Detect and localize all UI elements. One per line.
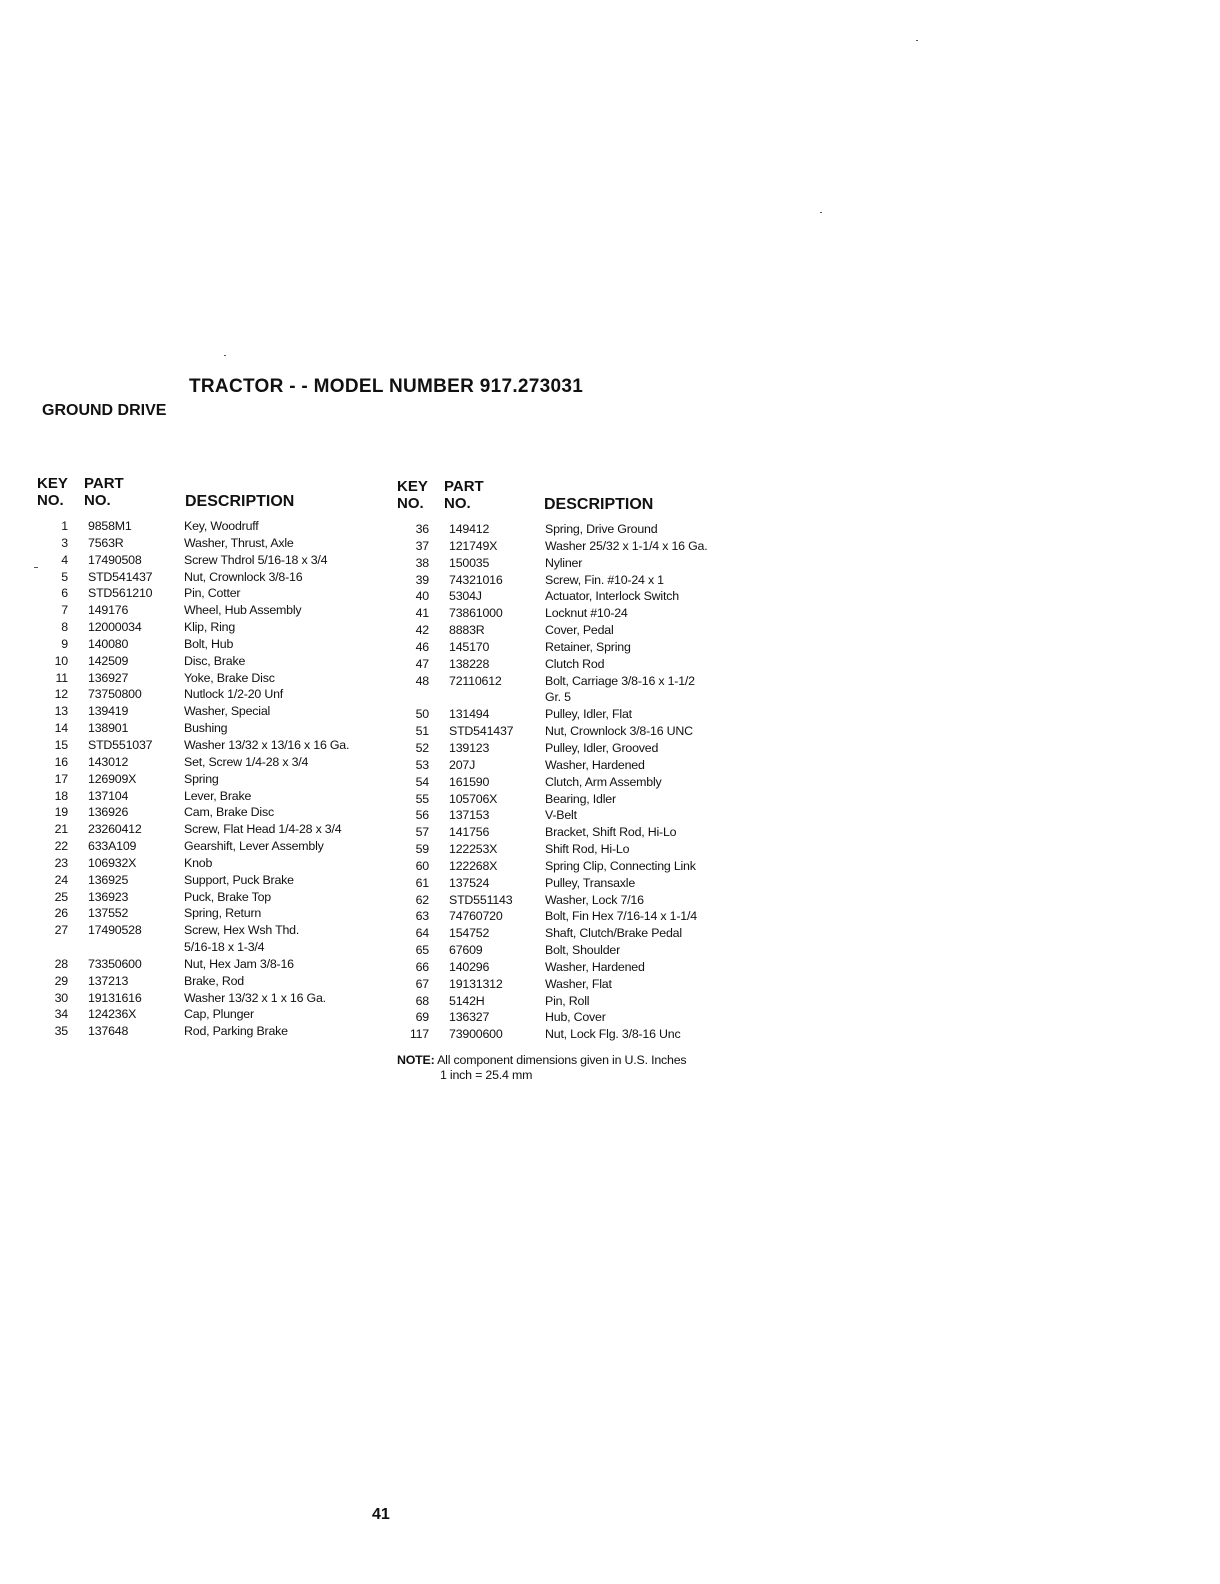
section-title: GROUND DRIVE	[42, 402, 167, 419]
key-number: 69	[415, 1010, 429, 1025]
key-number: 51	[415, 724, 429, 739]
scan-speck	[916, 40, 918, 41]
part-description-line1: Key, Woodruff	[184, 519, 259, 533]
part-description	[184, 535, 294, 552]
part-number: 138901	[88, 721, 129, 736]
part-number: 131494	[449, 707, 490, 722]
part-number: STD551037	[88, 737, 153, 752]
key-header-line1: KEY	[37, 475, 68, 492]
part-description	[545, 993, 589, 1010]
key-number: 1	[61, 519, 68, 533]
key-number: 41	[415, 606, 429, 621]
part-description-line1: Clutch, Arm Assembly	[545, 774, 662, 789]
key-number: 27	[54, 923, 68, 938]
part-number: 67609	[449, 943, 483, 958]
key-number: 39	[415, 572, 429, 587]
part-number: 126909X	[88, 771, 137, 786]
part-description-line1: Cap, Plunger	[184, 1007, 254, 1022]
part-description	[545, 976, 612, 993]
part-description	[545, 807, 577, 824]
part-description-line1: Pulley, Idler, Grooved	[545, 740, 659, 755]
part-description	[184, 788, 251, 805]
part-number: 73861000	[449, 606, 503, 621]
right-key-header	[397, 478, 428, 512]
key-number: 14	[54, 721, 68, 736]
part-number: 154752	[449, 926, 490, 941]
part-number: 137104	[88, 788, 129, 803]
key-number: 48	[415, 673, 429, 688]
key-number: 60	[415, 858, 429, 873]
key-number: 16	[54, 754, 68, 769]
part-description	[184, 1006, 254, 1023]
part-number: 122268X	[449, 858, 498, 873]
key-number: 9	[61, 636, 68, 651]
part-number: 136923	[88, 889, 129, 904]
part-number: 73750800	[88, 687, 142, 702]
part-description-line1: Cover, Pedal	[545, 623, 614, 638]
part-description-line1: Nut, Hex Jam 3/8-16	[184, 956, 294, 971]
part-description-line1: Spring, Drive Ground	[545, 522, 658, 536]
key-number: 52	[415, 740, 429, 755]
part-description	[545, 875, 635, 892]
part-number: 9858M1	[88, 519, 132, 533]
part-description-line1: Actuator, Interlock Switch	[545, 589, 679, 604]
key-number: 37	[415, 538, 429, 553]
part-number: 17490508	[88, 552, 142, 567]
part-number: 74321016	[449, 572, 503, 587]
key-number: 10	[54, 653, 68, 668]
key-number: 25	[54, 889, 68, 904]
part-number: 136927	[88, 670, 129, 685]
part-number: 12000034	[88, 620, 142, 635]
key-number: 17	[54, 771, 68, 786]
key-number: 12	[54, 687, 68, 702]
part-description-line1: Washer, Hardened	[545, 959, 645, 974]
part-number: 137524	[449, 875, 490, 890]
key-number: 29	[54, 973, 68, 988]
part-description-line1: Lever, Brake	[184, 788, 252, 803]
part-number: STD561210	[88, 586, 153, 601]
part-number: 19131616	[88, 990, 142, 1005]
part-number: 74760720	[449, 909, 503, 924]
part-description	[545, 605, 628, 622]
part-number: 124236X	[88, 1007, 137, 1022]
part-description	[184, 804, 274, 821]
part-description-line1: Nut, Crownlock 3/8-16 UNC	[545, 724, 693, 739]
part-number: STD541437	[449, 724, 514, 739]
part-number: 633A109	[88, 839, 137, 854]
part-description-line1: Wheel, Hub Assembly	[184, 603, 302, 618]
key-number: 46	[415, 639, 429, 654]
part-description	[184, 973, 244, 990]
part-description	[184, 585, 240, 602]
part-description	[184, 889, 271, 906]
part-description-line1: Support, Puck Brake	[184, 872, 294, 887]
part-number: 207J	[449, 757, 476, 772]
part-description	[184, 754, 308, 771]
page-title: TRACTOR - - MODEL NUMBER 917.273031	[189, 376, 584, 397]
key-number: 22	[54, 839, 68, 854]
key-number: 30	[54, 990, 68, 1005]
key-number: 68	[415, 993, 429, 1008]
part-description-line1: Brake, Rod	[184, 973, 244, 988]
key-number: 5	[61, 569, 68, 584]
unit-conversion: 1 inch = 25.4 mm	[440, 1068, 533, 1082]
left-description-header: DESCRIPTION	[185, 493, 295, 510]
key-header-line1: KEY	[397, 478, 428, 495]
part-number: 141756	[449, 825, 490, 840]
part-description	[184, 821, 341, 838]
part-description-line1: V-Belt	[545, 808, 577, 823]
scan-speck	[34, 567, 38, 568]
part-description-line1: Gearshift, Lever Assembly	[184, 839, 324, 854]
key-number: 64	[415, 926, 429, 941]
part-description	[545, 892, 644, 909]
key-number: 42	[415, 623, 429, 638]
part-description	[545, 841, 629, 858]
part-description-line1: Pin, Roll	[545, 993, 590, 1008]
key-header-line2: NO.	[397, 495, 424, 512]
key-header-line2: NO.	[37, 492, 64, 509]
part-number: 145170	[449, 639, 490, 654]
part-description-line1: Washer 13/32 x 1 x 16 Ga.	[184, 990, 326, 1005]
key-number: 24	[54, 872, 68, 887]
part-description-line1: Screw, Fin. #10-24 x 1	[545, 572, 664, 587]
part-description-line1: Screw, Hex Wsh Thd.	[184, 923, 300, 938]
left-key-header	[37, 475, 68, 509]
part-description-line1: Washer, Thrust, Axle	[184, 535, 294, 550]
part-description	[184, 838, 324, 855]
key-number: 61	[415, 875, 429, 890]
part-description-line1: Retainer, Spring	[545, 639, 631, 654]
part-number: 105706X	[449, 791, 498, 806]
part-number: 136926	[88, 805, 129, 820]
part-description-line1: Klip, Ring	[184, 620, 236, 635]
key-number: 117	[409, 1027, 429, 1042]
page-number: 41	[372, 1506, 390, 1523]
key-number: 18	[54, 788, 68, 803]
part-description	[184, 602, 301, 619]
part-number: 137552	[88, 906, 129, 921]
key-number: 8	[61, 620, 68, 635]
part-description-line1: Knob	[184, 855, 213, 870]
part-number: 23260412	[88, 822, 142, 837]
part-number: 5142H	[449, 993, 485, 1008]
part-description-line1: Spring, Return	[184, 906, 262, 921]
key-number: 35	[54, 1024, 68, 1039]
key-number: 11	[55, 670, 68, 685]
part-description-line1: Puck, Brake Top	[184, 889, 271, 904]
part-description-line1: Bolt, Shoulder	[545, 943, 621, 958]
key-number: 26	[54, 906, 68, 921]
part-description	[184, 771, 219, 788]
part-description-line1: Spring Clip, Connecting Link	[545, 858, 696, 873]
part-description-line1: Screw Thdrol 5/16-18 x 3/4	[184, 552, 328, 567]
note-text: All component dimensions given in U.S. Inches	[437, 1053, 687, 1067]
part-description-line1: Rod, Parking Brake	[184, 1024, 288, 1039]
part-description	[545, 824, 676, 841]
key-number: 21	[54, 822, 68, 837]
part-description	[184, 686, 283, 703]
right-part-header	[444, 478, 484, 512]
part-description-line1: Shift Rod, Hi-Lo	[545, 842, 630, 857]
left-part-header	[84, 475, 124, 509]
part-header-line2: NO.	[84, 492, 111, 509]
part-description-line1: Disc, Brake	[184, 653, 246, 668]
part-description	[545, 858, 696, 875]
part-description	[184, 636, 233, 653]
part-description-line1: Nut, Lock Flg. 3/8-16 Unc	[545, 1027, 681, 1042]
part-description-line1: Hub, Cover	[545, 1010, 606, 1025]
part-description-line1: Bolt, Carriage 3/8-16 x 1-1/2	[545, 673, 695, 688]
part-description	[184, 855, 212, 872]
part-number: STD551143	[449, 892, 513, 907]
key-number: 15	[54, 737, 68, 752]
part-description	[184, 552, 327, 569]
key-number: 57	[415, 825, 429, 840]
part-number: 136327	[449, 1010, 490, 1025]
key-number: 34	[54, 1007, 68, 1022]
part-description	[545, 723, 693, 740]
key-number: 66	[415, 959, 429, 974]
part-description-line2: 5/16-18 x 1-3/4	[184, 940, 265, 955]
part-description-line1: Bolt, Fin Hex 7/16-14 x 1-1/4	[545, 909, 697, 924]
key-number: 53	[415, 757, 429, 772]
right-description-header: DESCRIPTION	[544, 496, 654, 513]
part-number: 106932X	[88, 855, 137, 870]
note-label: NOTE:	[397, 1053, 435, 1067]
part-number: 150035	[449, 555, 490, 570]
part-description-line1: Yoke, Brake Disc	[184, 670, 275, 685]
part-description	[545, 588, 679, 605]
part-number: 137153	[449, 808, 490, 823]
part-description	[545, 774, 662, 791]
part-description	[545, 706, 632, 723]
key-number: 67	[415, 976, 429, 991]
key-number: 19	[54, 805, 68, 820]
key-number: 4	[61, 552, 68, 567]
part-number: 73350600	[88, 956, 142, 971]
part-number: 140080	[88, 636, 129, 651]
part-number: 73900600	[449, 1027, 503, 1042]
part-description	[184, 569, 302, 586]
part-description	[545, 538, 707, 555]
part-description	[545, 1009, 606, 1026]
part-number: 139419	[88, 704, 129, 719]
scan-speck	[224, 355, 226, 356]
part-header-line1: PART	[444, 478, 484, 495]
part-description-line1: Set, Screw 1/4-28 x 3/4	[184, 754, 309, 769]
key-number: 63	[415, 909, 429, 924]
key-number: 13	[54, 704, 68, 719]
key-number: 23	[54, 855, 68, 870]
key-number: 56	[415, 808, 429, 823]
part-description-line1: Bolt, Hub	[184, 636, 234, 651]
part-description-line1: Washer, Special	[184, 704, 271, 719]
part-description-line1: Washer 25/32 x 1-1/4 x 16 Ga.	[545, 538, 708, 553]
part-number: 142509	[88, 653, 129, 668]
part-description-line1: Washer, Flat	[545, 976, 612, 991]
part-description-line1: Bushing	[184, 721, 228, 736]
part-description-line1: Cam, Brake Disc	[184, 805, 274, 820]
scan-speck	[820, 212, 822, 213]
part-description	[545, 942, 620, 959]
part-number: 137648	[88, 1024, 129, 1039]
key-number: 40	[415, 589, 429, 604]
part-description-line1: Locknut #10-24	[545, 606, 628, 621]
key-number: 47	[415, 656, 429, 671]
part-number: 139123	[449, 740, 490, 755]
part-description	[184, 703, 270, 720]
part-description	[545, 925, 682, 942]
part-number: 136925	[88, 872, 129, 887]
part-description	[184, 990, 326, 1007]
part-description	[184, 872, 294, 889]
part-number: 122253X	[449, 842, 498, 857]
part-description-line1: Bearing, Idler	[545, 791, 616, 806]
part-description-line1: Pulley, Idler, Flat	[545, 707, 632, 722]
part-number: 149412	[449, 522, 490, 536]
part-description	[184, 956, 294, 973]
part-number: 138228	[449, 656, 490, 671]
part-description-line1: Washer, Hardened	[545, 757, 645, 772]
part-description	[545, 757, 645, 774]
part-number: STD541437	[88, 569, 153, 584]
part-description-line1: Spring	[184, 771, 219, 786]
key-number: 7	[61, 603, 68, 618]
part-description	[545, 740, 658, 757]
key-number: 28	[54, 956, 68, 971]
part-description-line1: Nyliner	[545, 555, 583, 570]
part-description	[184, 518, 259, 535]
part-description	[184, 1023, 288, 1040]
part-description	[184, 670, 275, 687]
part-description	[545, 656, 604, 673]
part-description	[545, 521, 657, 538]
part-description-line1: Pulley, Transaxle	[545, 875, 636, 890]
part-number: 140296	[449, 959, 490, 974]
part-description	[184, 653, 245, 670]
part-description-line1: Nutlock 1/2-20 Unf	[184, 687, 284, 702]
key-number: 50	[415, 707, 429, 722]
key-number: 36	[415, 522, 429, 536]
part-description	[545, 639, 631, 656]
part-number: 121749X	[449, 538, 498, 553]
part-description	[545, 622, 614, 639]
part-description	[545, 555, 582, 572]
key-number: 65	[415, 943, 429, 958]
part-number: 143012	[88, 754, 129, 769]
part-number: 7563R	[88, 535, 124, 550]
part-description	[545, 1026, 681, 1043]
part-description-line1: Nut, Crownlock 3/8-16	[184, 569, 303, 584]
part-number: 8883R	[449, 623, 485, 638]
part-number: 137213	[88, 973, 129, 988]
part-number: 149176	[88, 603, 129, 618]
part-number: 161590	[449, 774, 490, 789]
key-number: 59	[415, 842, 429, 857]
part-description	[545, 673, 695, 707]
part-description	[184, 619, 235, 636]
part-description	[184, 720, 227, 737]
key-number: 62	[415, 892, 429, 907]
key-number: 3	[61, 535, 68, 550]
part-description-line1: Shaft, Clutch/Brake Pedal	[545, 926, 682, 941]
part-number: 19131312	[449, 976, 503, 991]
part-description-line1: Bracket, Shift Rod, Hi-Lo	[545, 825, 677, 840]
part-description	[184, 905, 261, 922]
part-description-line2: Gr. 5	[545, 690, 571, 705]
key-number: 6	[61, 586, 68, 601]
part-header-line2: NO.	[444, 495, 471, 512]
key-number: 54	[415, 774, 429, 789]
part-number: 17490528	[88, 923, 142, 938]
part-description-line1: Pin, Cotter	[184, 586, 241, 601]
dimensions-note	[397, 1053, 686, 1083]
part-description-line1: Clutch Rod	[545, 656, 605, 671]
key-number: 55	[415, 791, 429, 806]
part-number: 5304J	[449, 589, 482, 604]
part-description	[184, 922, 299, 956]
part-description	[545, 572, 664, 589]
part-description	[545, 791, 616, 808]
part-number: 72110612	[449, 673, 502, 688]
part-description	[545, 908, 697, 925]
part-description-line1: Screw, Flat Head 1/4-28 x 3/4	[184, 822, 342, 837]
key-number: 38	[415, 555, 429, 570]
part-description-line1: Washer 13/32 x 13/16 x 16 Ga.	[184, 737, 350, 752]
part-header-line1: PART	[84, 475, 124, 492]
part-description-line1: Washer, Lock 7/16	[545, 892, 644, 907]
part-description	[545, 959, 645, 976]
part-description	[184, 737, 349, 754]
